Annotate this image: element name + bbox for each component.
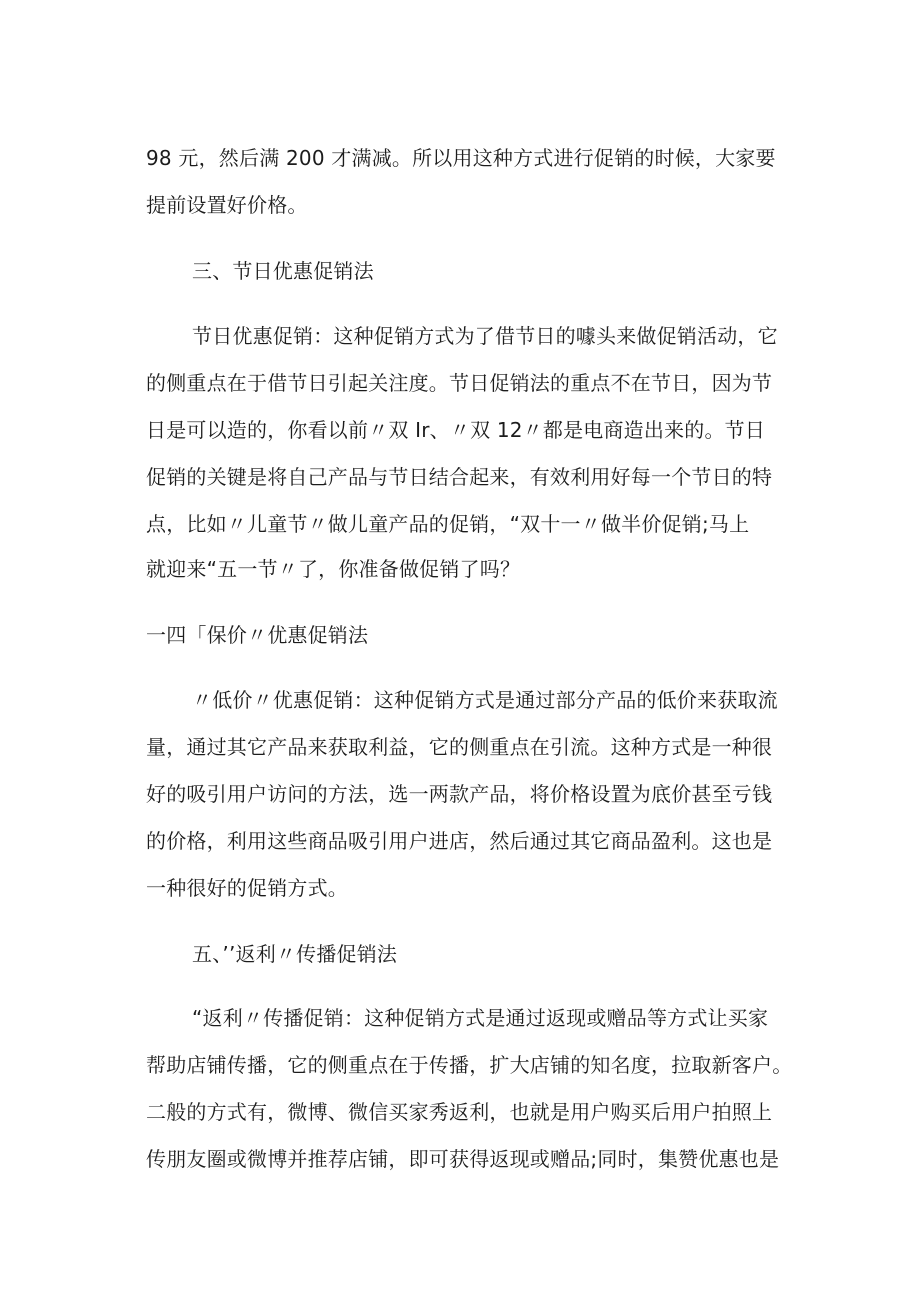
paragraph-line: 点，比如〃儿童节〃做儿童产品的促销，“双十一〃做半价促销;马上: [146, 512, 750, 536]
paragraph-line: 的价格，利用这些商品吸引用户进店，然后通过其它商品盈利。这也是: [146, 829, 773, 853]
paragraph-line: 节日优惠促销：这种促销方式为了借节日的噱头来做促销活动，它: [192, 324, 778, 348]
paragraph-line: 帮助店铺传播，它的侧重点在于传播，扩大店铺的知名度，拉取新客户。: [146, 1053, 793, 1077]
paragraph-line: 〃低价〃优惠促销：这种促销方式是通过部分产品的低价来获取流: [192, 688, 778, 712]
paragraph-line: 二般的方式有，微博、微信买家秀返利，也就是用户购买后用户拍照上: [146, 1100, 773, 1124]
paragraph-line: 一种很好的促销方式。: [146, 876, 348, 900]
section-heading: 三、节日优惠促销法: [192, 259, 374, 283]
paragraph-line: 量，通过其它产品来获取利益，它的侧重点在引流。这种方式是一种很: [146, 735, 773, 759]
paragraph-line: 98 元，然后满 200 才满减。所以用这种方式进行促销的时候，大家要: [146, 146, 776, 170]
paragraph-line: 的侧重点在于借节日引起关注度。节日促销法的重点不在节日，因为节: [146, 371, 773, 395]
paragraph-line: 好的吸引用户访问的方法，选一两款产品，将价格设置为底价甚至亏钱: [146, 782, 773, 806]
paragraph-line: 提前设置好价格。: [146, 193, 308, 217]
paragraph-line: 日是可以造的，你看以前〃双 Ir、〃双 12〃都是电商造出来的。节日: [146, 418, 766, 442]
section-heading: 五、’’返利〃传播促销法: [192, 942, 398, 966]
paragraph-line: “返利〃传播促销：这种促销方式是通过返现或赠品等方式让买家: [192, 1006, 769, 1030]
section-heading: 一四「保价〃优惠促销法: [146, 623, 369, 647]
paragraph-line: 促销的关键是将自己产品与节日结合起来，有效利用好每一个节日的特: [146, 465, 773, 489]
paragraph-line: 传朋友圈或微博并推荐店铺，即可获得返现或赠品;同时，集赞优惠也是: [146, 1147, 780, 1171]
paragraph-line: 就迎来“五一节〃了，你准备做促销了吗？: [146, 557, 521, 581]
